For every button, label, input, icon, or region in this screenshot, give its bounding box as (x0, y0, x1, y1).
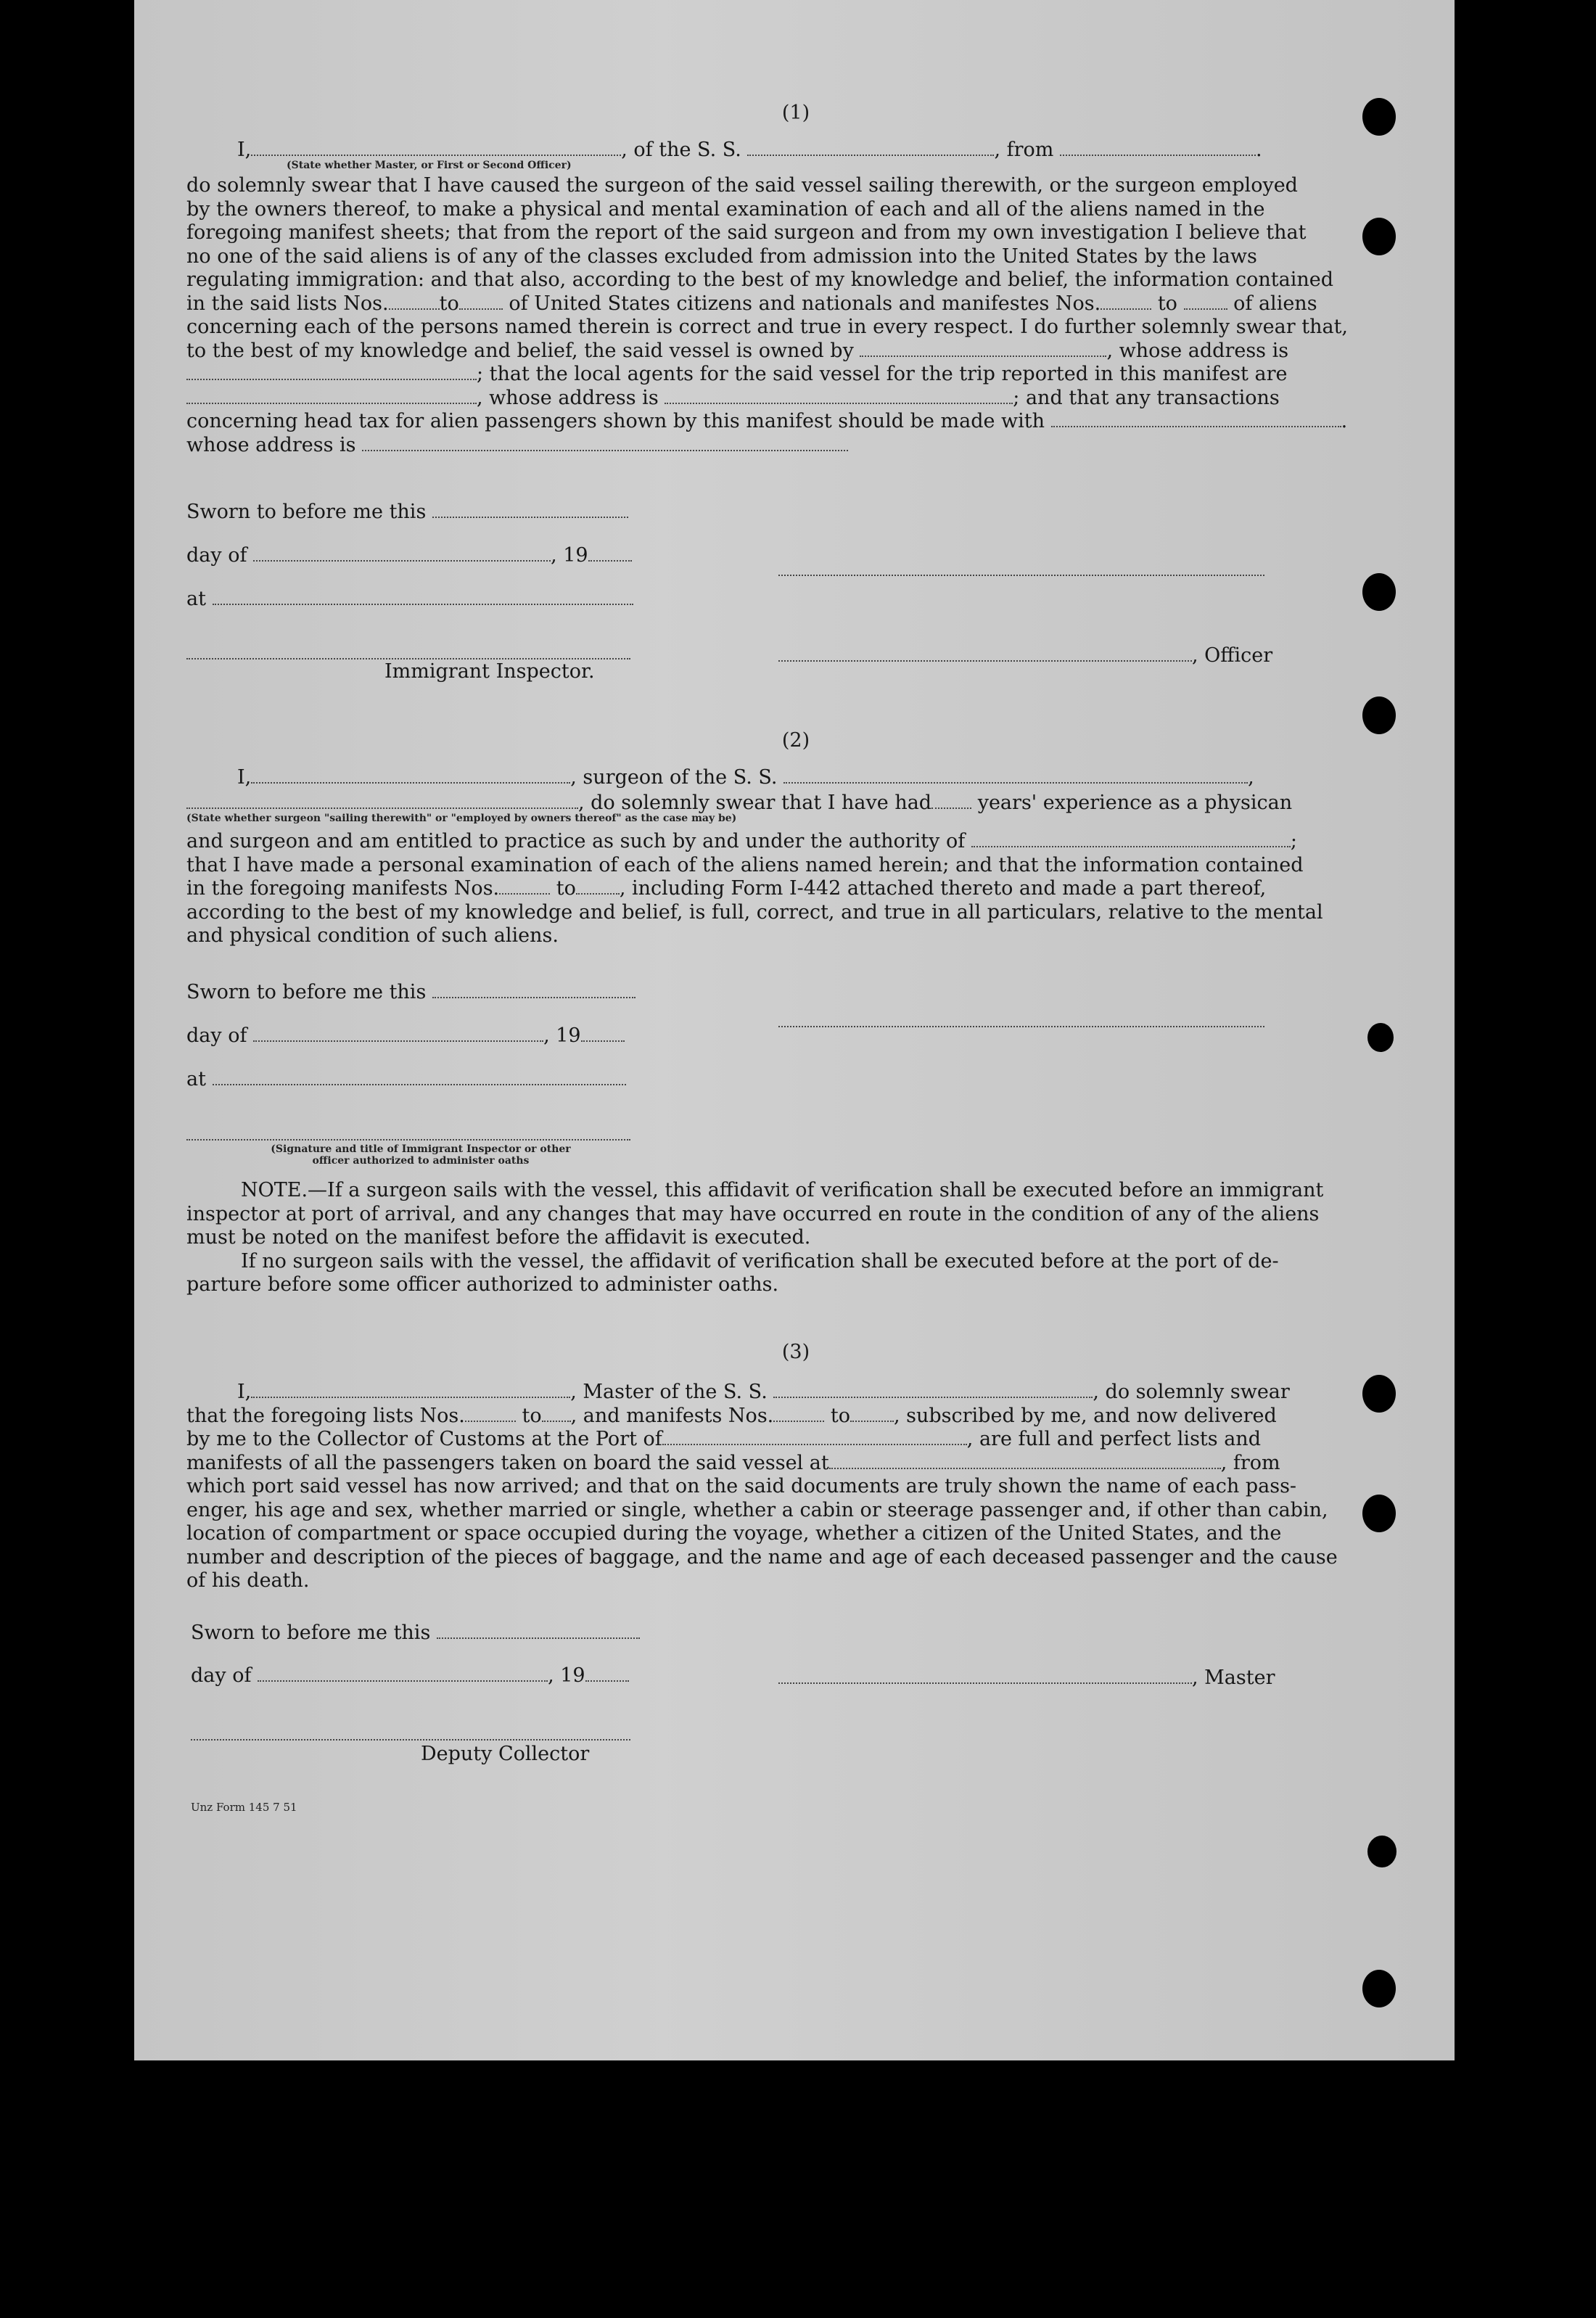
surgeon-body: and surgeon and am entitled to practice as such by and under the authority of ; that I have made a personal examination of each of the aliens named herein; and that the information contained in the foregoing manifests Nos. to , including Form I-442 attached thereto and made a part thereof, according to the best of my knowledge and belief, is full, correct, and true in all particulars, relative to the mental and physical condition of such aliens. (186, 830, 1323, 947)
from-port-field[interactable] (1060, 140, 1256, 156)
at-line-2: at (186, 1068, 626, 1090)
surgeon-manifest-to-field[interactable] (576, 879, 620, 895)
day-field[interactable] (258, 1666, 548, 1682)
oath-opening-line: I, , of the S. S. , from . (237, 139, 1262, 161)
owner-field[interactable] (860, 341, 1106, 357)
surgeon-signature-line[interactable] (778, 1024, 1264, 1027)
manifest-to-field[interactable] (1184, 294, 1227, 310)
day-line-1: day of , 19 (186, 544, 632, 567)
deputy-collector-title: Deputy Collector (421, 1743, 590, 1765)
day-line-3: day of , 19 (191, 1664, 629, 1687)
sworn-date-field[interactable] (437, 1623, 640, 1639)
surgeon-name-field[interactable] (251, 768, 570, 784)
years-field[interactable] (931, 793, 971, 809)
master-signature-field[interactable] (778, 1668, 1192, 1684)
authority-field[interactable] (971, 831, 1291, 847)
inspector-title: Immigrant Inspector. (384, 660, 595, 683)
inspector-signature-line[interactable] (186, 657, 630, 659)
surgeon-manifest-from-field[interactable] (499, 879, 550, 895)
section-1-master-affidavit (186, 102, 1405, 457)
officer-signature-field[interactable] (778, 646, 1192, 662)
master-vessel-field[interactable] (773, 1382, 1093, 1398)
lists-to-field[interactable] (542, 1406, 571, 1422)
day-line-2: day of , 19 (186, 1024, 625, 1047)
form-sheet (134, 0, 1455, 2060)
vessel-name-field[interactable] (747, 140, 994, 156)
deputy-collector-signature-line[interactable] (191, 1738, 630, 1740)
signature-instruction: (Signature and title of Immigrant Inspector or other officer authorized to administer oaths (271, 1143, 571, 1167)
manifest-from-field[interactable] (1101, 294, 1151, 310)
manifests-to-field[interactable] (850, 1406, 894, 1422)
punch-hole (1362, 1970, 1396, 2007)
embarkation-port-field[interactable] (829, 1453, 1221, 1469)
manifests-from-field[interactable] (773, 1406, 824, 1422)
master-oath-body: I, , Master of the S. S. , do solemnly swear that the foregoing lists Nos. to , and manifests Nos. to , subscribed by me, and now delivered by me to the Collector of Customs at the Port of , are full and perfect lists and manifests of all the passengers taken on board the said vessel at , from which port said vessel has now arrived; and that on the said documents are truly shown the name of each pass- enger, his age and sex, whether married or single, whether a cabin or steerage passenger and, if other than cabin, location of compartment or space occupied during the voyage, whether a citizen of the United States, and the number and description of the pieces of baggage, and the name and age of each deceased passenger and the cause of his death. (186, 1381, 1338, 1592)
lists-from-field[interactable] (465, 1406, 516, 1422)
officer-signature: , Officer (778, 644, 1272, 667)
section-2-surgeon-affidavit (186, 729, 1405, 948)
at-line-1: at (186, 588, 633, 610)
note-block: NOTE.—If a surgeon sails with the vessel, this affidavit of verification shall be executed before an immigrant inspector at port of arrival, and any changes that may have occurred en route in the condition of any of the aliens must be noted on the manifest before the affidavit is executed. If no surgeon sails with the vessel, the affidavit of verification shall be executed before at the port of de- parture before some officer authorized to administer oaths. (186, 1179, 1324, 1296)
section-3-master-oath (186, 1341, 1405, 1593)
punch-hole (1367, 1836, 1396, 1867)
master-name-field[interactable] (251, 1382, 570, 1398)
agents-address-field[interactable] (665, 388, 1013, 404)
year-field[interactable] (581, 1026, 625, 1042)
section-number: (3) (781, 1341, 810, 1363)
sworn-line-1: Sworn to before me this (186, 501, 628, 523)
surgeon-experience-line: , do solemnly swear that I have had years' experience as a physican (186, 792, 1405, 814)
section-number: (1) (781, 102, 810, 124)
year-field[interactable] (585, 1666, 629, 1682)
surgeon-vessel-field[interactable] (783, 768, 1248, 784)
surgeon-instruction: (State whether surgeon "sailing therewith" or "employed by owners thereof" as the case may be) (186, 813, 737, 824)
list-from-field[interactable] (389, 294, 440, 310)
form-number: Unz Form 145 7 51 (191, 1801, 297, 1814)
officer-signature-line[interactable] (778, 573, 1264, 576)
at-place-field[interactable] (213, 589, 633, 605)
master-signature: , Master (778, 1666, 1275, 1689)
sworn-date-field[interactable] (432, 982, 635, 998)
year-field[interactable] (588, 546, 632, 562)
surgeon-opening-line: I, , surgeon of the S. S. , (237, 766, 1254, 789)
agents-field[interactable] (186, 388, 477, 404)
sworn-date-field[interactable] (432, 502, 628, 518)
list-to-field[interactable] (459, 294, 503, 310)
section-number: (2) (781, 729, 810, 752)
punch-hole (1367, 1023, 1394, 1052)
owner-address-field[interactable] (186, 364, 477, 380)
punch-hole (1362, 573, 1396, 611)
port-field[interactable] (662, 1429, 967, 1445)
day-field[interactable] (253, 1026, 543, 1042)
rank-instruction: (State whether Master, or First or Second Officer) (287, 160, 572, 171)
head-tax-address-field[interactable] (362, 435, 848, 451)
at-place-field[interactable] (213, 1069, 626, 1085)
day-field[interactable] (253, 546, 551, 562)
surgeon-status-field[interactable] (186, 793, 578, 809)
administering-officer-signature-line[interactable] (186, 1138, 630, 1140)
officer-name-field[interactable] (251, 140, 621, 156)
head-tax-contact-field[interactable] (1051, 411, 1341, 427)
sworn-line-2: Sworn to before me this (186, 981, 635, 1003)
oath-body: do solemnly swear that I have caused the surgeon of the said vessel sailing therewith, or the surgeon employed by the owners thereof, to make a physical and mental examination of each and all of the aliens named in the foregoing manifest sheets; that from the report of the said surgeon and from my own investigation I believe that no one of the said aliens is of any of the classes excluded from admission into the United States by the laws regulating immigration: and that also, according to the best of my knowledge and belief, the information contained in the said lists Nos. to of United States citizens and nationals and manifestes Nos. to of aliens concerning each of the persons named therein is correct and true in every respect. I do further solemnly swear that, to the best of my knowledge and belief, the said vessel is owned by , whose address is ; that the local agents for the said vessel for the trip reported in this manifest are , whose address is ; and that any transactions concerning head tax for alien passengers shown by this manifest should be made with . whose address is (186, 174, 1349, 456)
sworn-line-3: Sworn to before me this (191, 1622, 640, 1644)
